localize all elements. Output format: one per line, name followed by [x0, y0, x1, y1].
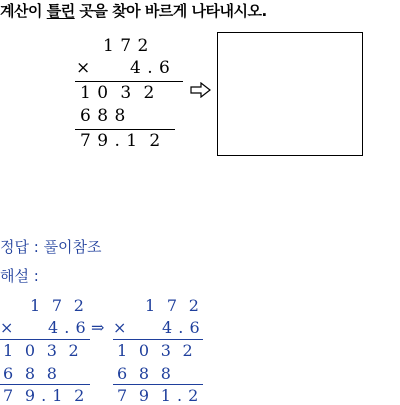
right-times-sign: ×: [113, 318, 127, 337]
explanation-label: 해설 :: [0, 267, 39, 285]
answer-label: 정답 : 풀이참조: [0, 238, 102, 256]
right-partial-2: 6 8 8: [117, 364, 172, 383]
correction-arrow-icon: ⇒: [91, 318, 105, 337]
question-suffix: 곳을 찾아 바르게 나타내시오.: [74, 2, 267, 20]
right-rule-2: [113, 384, 203, 385]
problem-times-sign: ×: [76, 58, 91, 78]
problem-rule-2: [75, 129, 175, 130]
wrong-rule-1: [0, 339, 90, 340]
question-prefix: 계산이: [0, 2, 47, 20]
wrong-rule-2: [0, 384, 90, 385]
question-text: [0, 0, 267, 21]
wrong-multiplier: 4 . 6: [48, 318, 87, 337]
wrong-partial-2: 6 8 8: [3, 364, 58, 383]
right-rule-1: [113, 339, 203, 340]
wrong-multiplicand: 1 7 2: [30, 296, 85, 315]
question-underlined-word: 틀린: [46, 2, 75, 20]
right-multiplier: 4 . 6: [162, 318, 201, 337]
answer-box[interactable]: [217, 32, 363, 156]
right-partial-1: 1 0 3 2: [117, 341, 194, 360]
problem-partial-1: 1 0 3 2: [80, 83, 155, 103]
right-result: 7 9 1 . 2: [117, 386, 199, 405]
right-multiplicand: 1 7 2: [145, 296, 200, 315]
problem-result: 7 9 . 1 2: [80, 131, 161, 151]
problem-multiplicand: 1 7 2: [103, 36, 149, 56]
problem-partial-2: 6 8 8: [80, 106, 126, 126]
hollow-right-arrow-icon: [190, 82, 212, 98]
problem-rule-1: [75, 81, 183, 82]
wrong-result: 7 9 . 1 2: [3, 386, 85, 405]
problem-multiplier: 4 . 6: [130, 58, 171, 78]
wrong-times-sign: ×: [0, 318, 14, 337]
wrong-partial-1: 1 0 3 2: [3, 341, 80, 360]
